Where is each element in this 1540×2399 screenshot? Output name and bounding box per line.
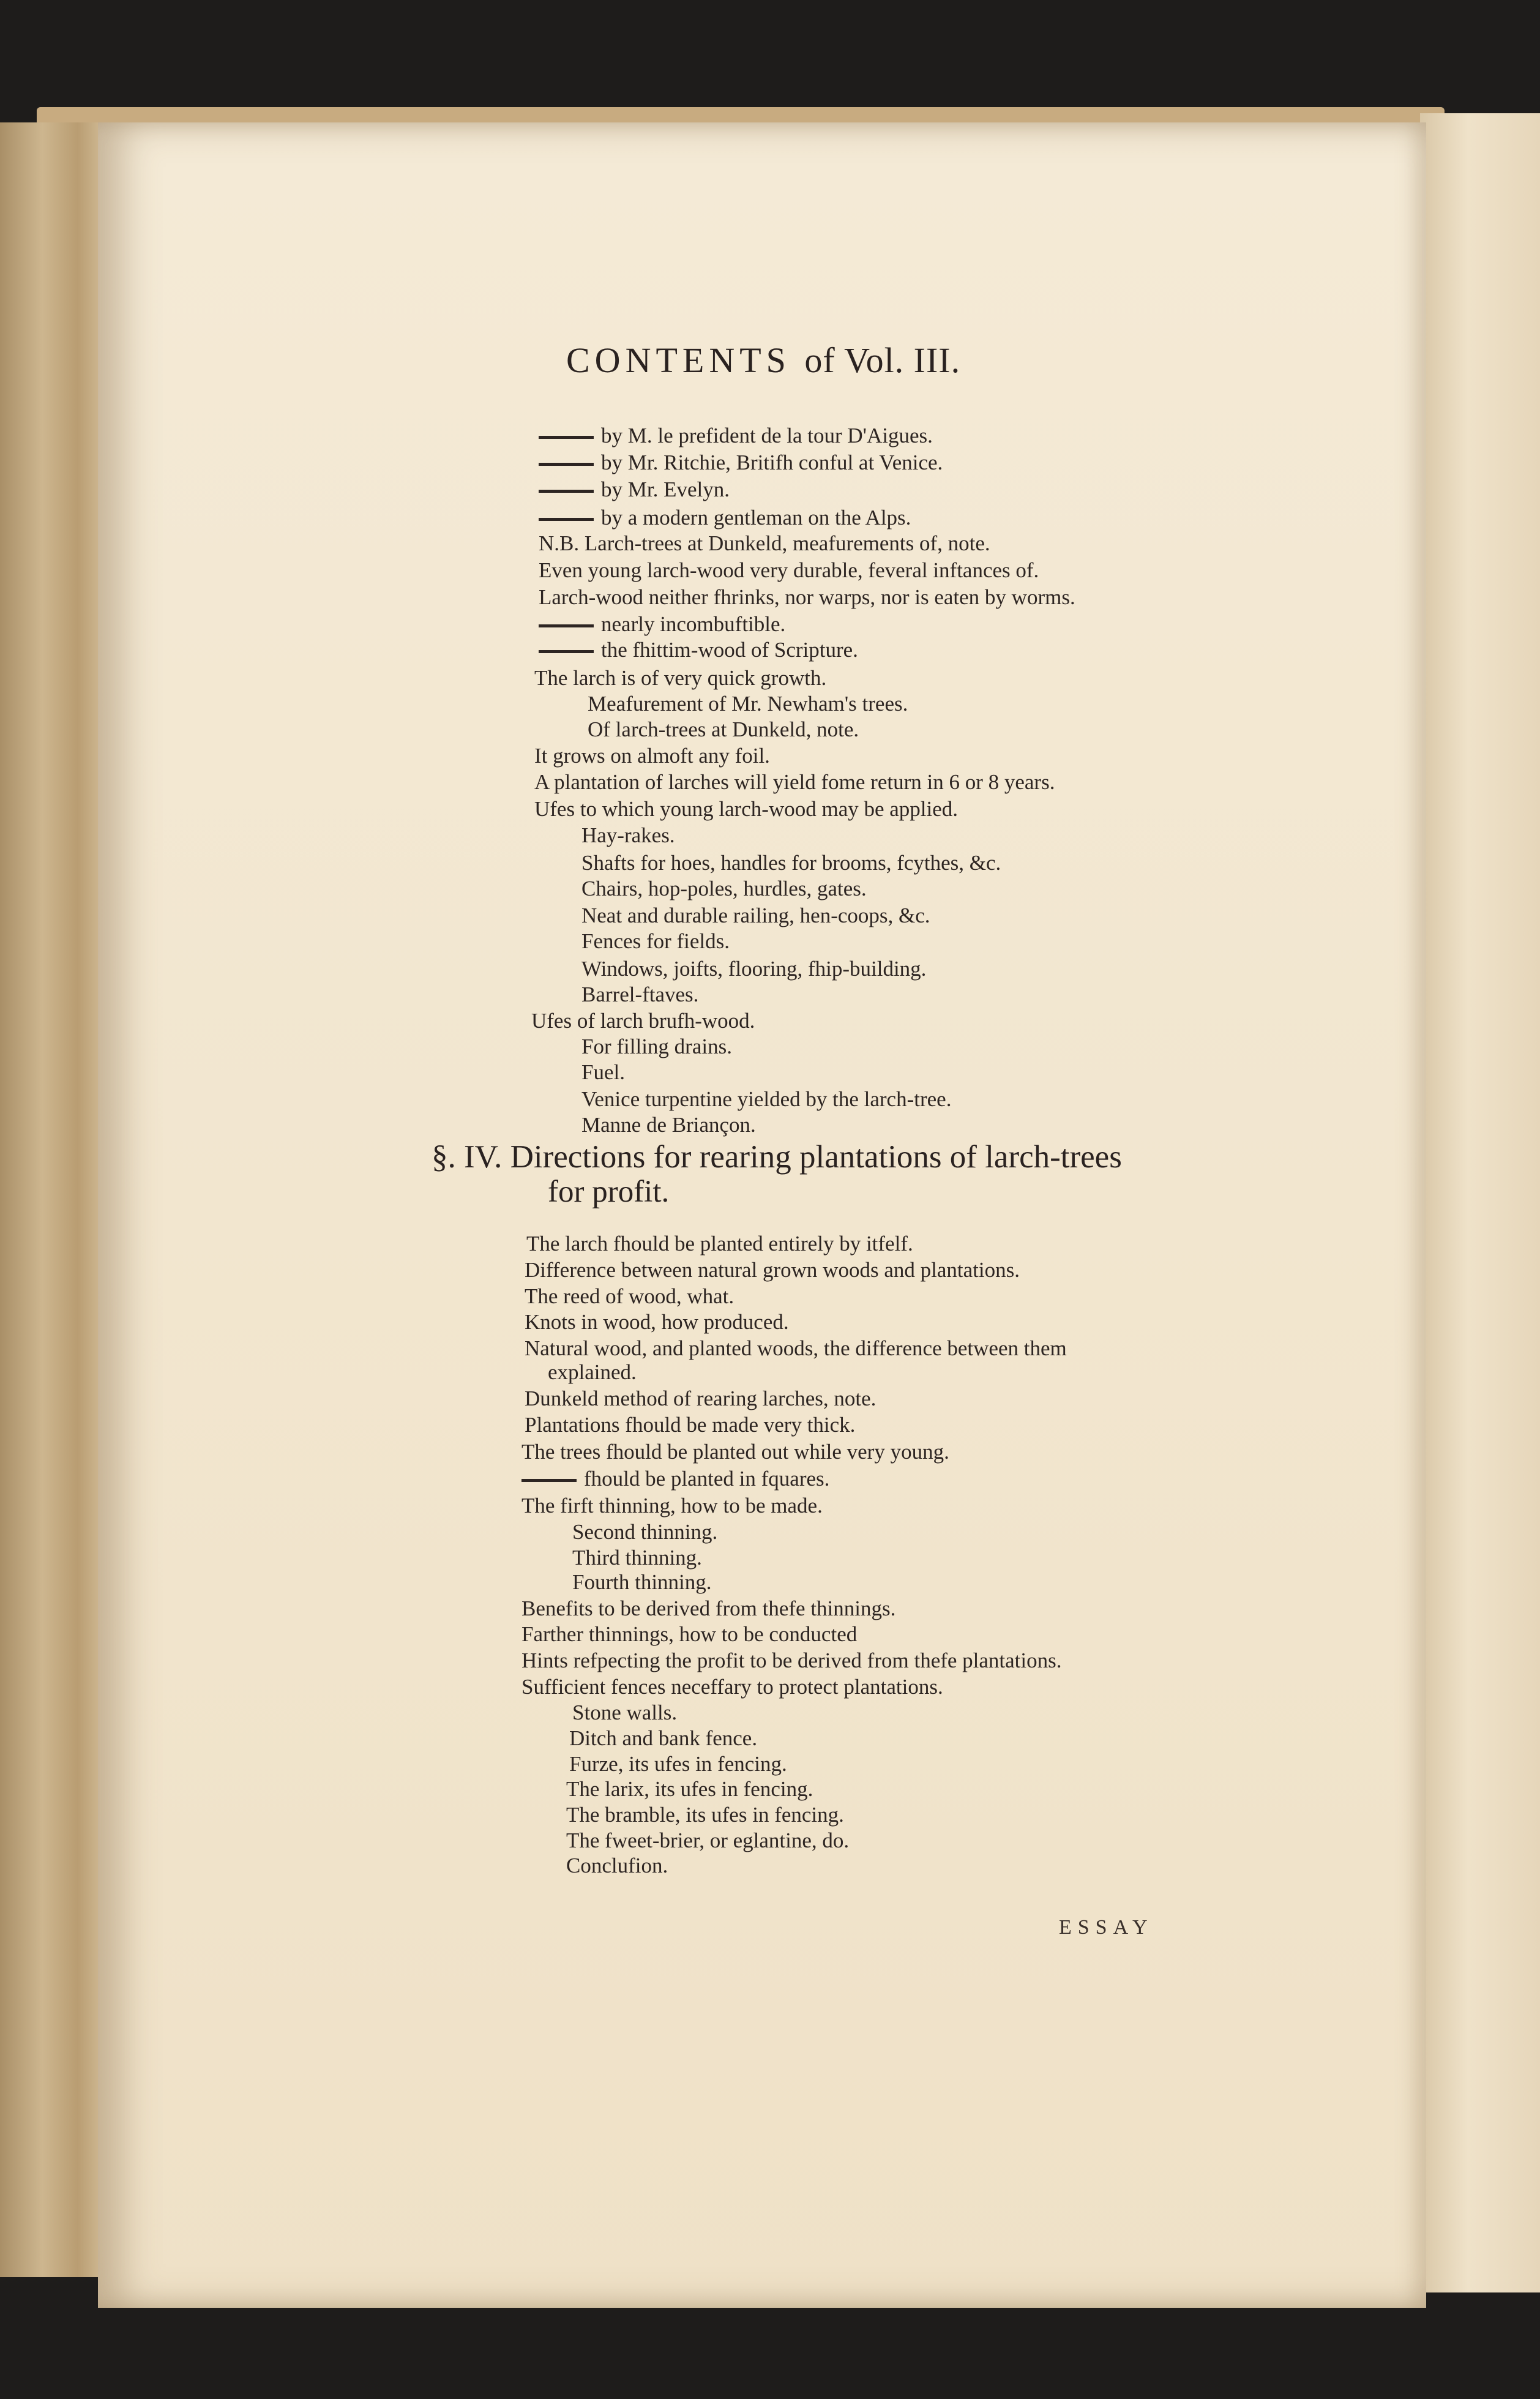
toc-entry xyxy=(539,638,858,662)
toc-entry xyxy=(581,957,926,981)
toc-entry xyxy=(548,1360,637,1385)
toc-entry-text: The larch fhould be planted entirely by itfelf. xyxy=(526,1232,913,1256)
toc-entry xyxy=(525,1258,1020,1282)
toc-entry xyxy=(569,1726,757,1751)
toc-entry-text: Fuel. xyxy=(581,1060,625,1084)
toc-entry-text: The reed of wood, what. xyxy=(525,1284,734,1308)
toc-entry-text: Stone walls. xyxy=(572,1701,678,1724)
toc-entry xyxy=(566,1803,844,1827)
toc-entry-text: nearly incombuftible. xyxy=(601,612,786,636)
toc-entry xyxy=(572,1701,677,1725)
toc-entry-text: It grows on almoft any foil. xyxy=(534,744,770,768)
toc-entry xyxy=(521,1494,823,1518)
toc-entry-text: Of larch-trees at Dunkeld, note. xyxy=(588,717,859,741)
catchword: ESSAY xyxy=(1059,1916,1154,1939)
toc-entry xyxy=(581,904,930,928)
toc-entry-text: Benefits to be derived from thefe thinnings. xyxy=(521,1596,896,1620)
toc-entry xyxy=(539,424,933,448)
toc-entry-text: Farther thinnings, how to be conducted xyxy=(521,1622,858,1646)
toc-entry-text: Hay-rakes. xyxy=(581,823,675,847)
toc-entry xyxy=(534,666,826,691)
toc-entry-text: Fences for fields. xyxy=(581,929,730,953)
toc-entry xyxy=(588,717,859,742)
toc-entry-text: The bramble, its ufes in fencing. xyxy=(566,1803,844,1827)
toc-entry xyxy=(525,1336,1067,1361)
toc-entry xyxy=(534,770,1055,795)
toc-entry-text: Ditch and bank fence. xyxy=(569,1726,758,1750)
toc-entry-text: by a modern gentleman on the Alps. xyxy=(601,506,911,530)
toc-entry-text: fhould be planted in fquares. xyxy=(584,1467,830,1491)
section-heading: §. IV. Directions for rearing plantations of larch-trees xyxy=(432,1139,1122,1175)
toc-entry xyxy=(539,531,990,556)
toc-entry xyxy=(539,585,1075,610)
toc-entry-text: Furze, its ufes in fencing. xyxy=(569,1752,787,1776)
toc-entry xyxy=(581,1060,625,1085)
toc-entry-text: Dunkeld method of rearing larches, note. xyxy=(525,1387,877,1410)
toc-entry xyxy=(581,851,1001,875)
toc-entry-text: The fweet-brier, or eglantine, do. xyxy=(566,1828,850,1852)
ditto-dash xyxy=(539,650,594,653)
toc-entry xyxy=(572,1546,702,1570)
toc-entry xyxy=(534,744,770,768)
toc-entry-text: For filling drains. xyxy=(581,1035,732,1058)
toc-entry xyxy=(539,506,911,530)
toc-entry-text: A plantation of larches will yield fome return in 6 or 8 years. xyxy=(534,770,1055,794)
toc-entry-text: Venice turpentine yielded by the larch-tree. xyxy=(581,1087,952,1111)
toc-entry xyxy=(581,1087,951,1112)
toc-entry xyxy=(566,1828,849,1853)
toc-entry xyxy=(539,477,730,502)
toc-entry-text: Neat and durable railing, hen-coops, &c. xyxy=(581,904,930,927)
toc-entry-text: N.B. Larch-trees at Dunkeld, meafurements of, note. xyxy=(539,531,990,555)
toc-entry xyxy=(581,877,867,901)
toc-entry-text: by Mr. Ritchie, Britifh conful at Venice. xyxy=(601,451,943,474)
ditto-dash xyxy=(539,490,594,493)
toc-entry-text: Meafurement of Mr. Newham's trees. xyxy=(588,692,908,716)
toc-entry xyxy=(572,1520,717,1544)
toc-entry xyxy=(566,1854,668,1878)
toc-entry-text: Difference between natural grown woods and plantations. xyxy=(525,1258,1020,1282)
toc-entry-text: The firft thinning, how to be made. xyxy=(521,1494,823,1518)
volume-label: of Vol. III. xyxy=(804,340,961,380)
toc-entry-text: Fourth thinning. xyxy=(572,1570,712,1594)
toc-entry-text: Windows, joifts, flooring, fhip-building. xyxy=(581,957,927,981)
toc-entry xyxy=(521,1675,943,1699)
toc-entry xyxy=(521,1622,857,1647)
toc-entry xyxy=(531,1009,755,1033)
running-title: CONTENTS xyxy=(566,340,791,380)
toc-entry xyxy=(539,612,785,637)
toc-entry-text: Ufes of larch brufh-wood. xyxy=(531,1009,755,1033)
toc-entry-text: by Mr. Evelyn. xyxy=(601,477,730,501)
ditto-dash xyxy=(539,436,594,439)
toc-entry-text: Chairs, hop-poles, hurdles, gates. xyxy=(581,877,867,900)
toc-entry-text: by M. le prefident de la tour D'Aigues. xyxy=(601,424,933,447)
toc-entry xyxy=(525,1413,855,1437)
ditto-dash xyxy=(539,463,594,466)
toc-entry-text: Shafts for hoes, handles for brooms, fcythes, &c. xyxy=(581,851,1001,875)
facing-page-edge xyxy=(1420,113,1540,2292)
toc-entry-text: Plantations fhould be made very thick. xyxy=(525,1413,856,1437)
toc-entry-text: The trees fhould be planted out while very young. xyxy=(521,1440,949,1464)
toc-entry xyxy=(521,1467,829,1491)
page-heading xyxy=(566,340,960,381)
toc-entry-text: The larch is of very quick growth. xyxy=(534,666,827,690)
toc-entry-text: Ufes to which young larch-wood may be applied. xyxy=(534,797,959,821)
toc-entry-text: Third thinning. xyxy=(572,1546,702,1570)
toc-entry xyxy=(566,1777,813,1802)
toc-entry xyxy=(521,1440,949,1464)
ditto-dash xyxy=(539,518,594,521)
toc-entry-text: explained. xyxy=(548,1360,637,1384)
toc-entry xyxy=(534,797,958,821)
toc-entry xyxy=(521,1649,1062,1673)
ditto-dash xyxy=(539,624,594,627)
toc-entry xyxy=(521,1596,895,1621)
toc-entry-text: The larix, its ufes in fencing. xyxy=(566,1777,813,1801)
toc-entry xyxy=(588,692,908,716)
toc-entry-text: Larch-wood neither fhrinks, nor warps, nor is eaten by worms. xyxy=(539,585,1075,609)
toc-entry xyxy=(572,1570,712,1595)
ditto-dash xyxy=(521,1479,577,1482)
toc-entry-text: Even young larch-wood very durable, feveral inftances of. xyxy=(539,558,1039,582)
toc-entry xyxy=(525,1387,876,1411)
toc-entry xyxy=(525,1284,734,1309)
toc-entry xyxy=(569,1752,787,1776)
toc-entry xyxy=(539,451,943,475)
toc-entry xyxy=(581,1113,756,1137)
toc-entry xyxy=(581,982,698,1007)
toc-entry-text: Hints refpecting the profit to be derived from thefe plantations. xyxy=(521,1649,1062,1672)
toc-entry-text: Second thinning. xyxy=(572,1520,718,1544)
toc-entry-text: Natural wood, and planted woods, the difference between them xyxy=(525,1336,1067,1360)
toc-entry xyxy=(539,558,1039,583)
toc-entry xyxy=(526,1232,913,1256)
toc-entry-text: Sufficient fences neceffary to protect plantations. xyxy=(521,1675,943,1699)
toc-entry-text: the fhittim-wood of Scripture. xyxy=(601,638,858,662)
toc-entry-text: Manne de Briançon. xyxy=(581,1113,756,1137)
toc-entry xyxy=(581,929,730,954)
toc-entry-text: Barrel-ftaves. xyxy=(581,982,699,1006)
toc-entry xyxy=(581,823,675,848)
section-subheading: for profit. xyxy=(548,1175,670,1209)
toc-entry-text: Conclufion. xyxy=(566,1854,668,1877)
toc-entry xyxy=(525,1310,789,1334)
toc-entry xyxy=(581,1035,732,1059)
toc-entry-text: Knots in wood, how produced. xyxy=(525,1310,789,1334)
